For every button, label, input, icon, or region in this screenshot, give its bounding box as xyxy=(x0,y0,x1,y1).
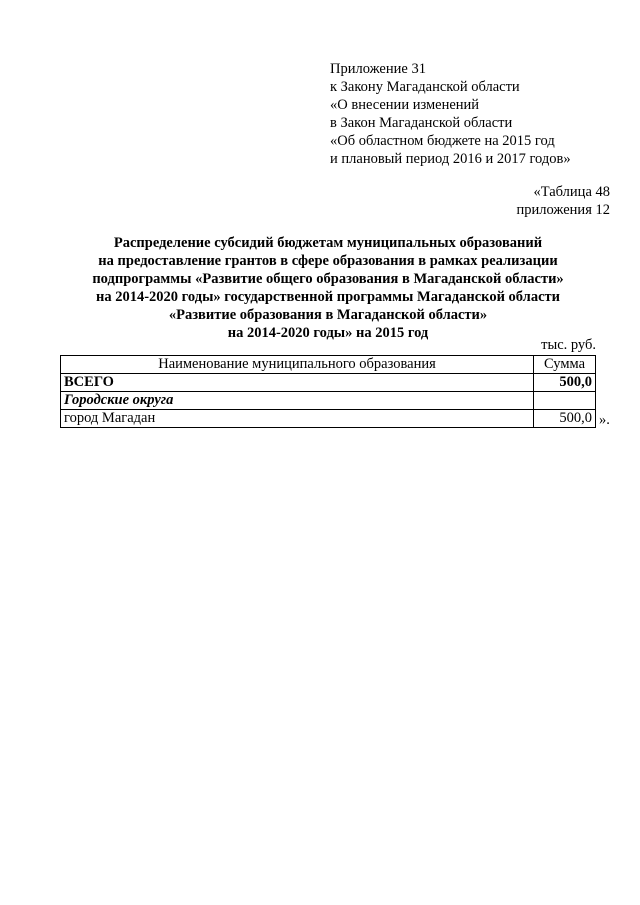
group-amount-cell xyxy=(534,392,596,410)
row-name-cell: город Магадан xyxy=(61,410,534,428)
table-row xyxy=(61,410,596,428)
appendix-line: «Об областном бюджете на 2015 год xyxy=(330,133,555,149)
closing-quote-mark: ». xyxy=(599,412,610,428)
appendix-line: «О внесении изменений xyxy=(330,97,480,113)
table-ref-line: приложения 12 xyxy=(516,202,610,218)
title-line: на 2014-2020 годы» государственной программы Магаданской области xyxy=(96,289,560,305)
header-name-cell: Наименование муниципального образования xyxy=(61,356,534,374)
total-name-cell: ВСЕГО xyxy=(61,374,534,392)
total-amount-cell: 500,0 xyxy=(534,374,596,392)
document-title xyxy=(60,234,596,342)
subsidy-table xyxy=(60,355,596,428)
appendix-line: Приложение 31 xyxy=(330,61,426,77)
appendix-line: к Закону Магаданской области xyxy=(330,79,520,95)
header-amount-cell: Сумма xyxy=(534,356,596,374)
title-line: на 2014-2020 годы» на 2015 год xyxy=(227,325,429,341)
table-reference xyxy=(517,183,610,219)
title-line: подпрограммы «Развитие общего образования в Магаданской области» xyxy=(92,271,564,287)
row-amount-cell: 500,0 xyxy=(534,410,596,428)
group-row xyxy=(61,392,596,410)
appendix-header xyxy=(330,60,571,168)
units-label: тыс. руб. xyxy=(541,337,596,353)
appendix-line: в Закон Магаданской области xyxy=(330,115,513,131)
title-line: «Развитие образования в Магаданской области» xyxy=(168,307,488,323)
table-ref-line: «Таблица 48 xyxy=(533,184,610,200)
table-header-row xyxy=(61,356,596,374)
title-line: Распределение субсидий бюджетам муниципальных образований xyxy=(113,235,543,251)
total-row xyxy=(61,374,596,392)
group-name-cell: Городские округа xyxy=(61,392,534,410)
appendix-line: и плановый период 2016 и 2017 годов» xyxy=(330,151,571,167)
title-line: на предоставление грантов в сфере образования в рамках реализации xyxy=(98,253,558,269)
